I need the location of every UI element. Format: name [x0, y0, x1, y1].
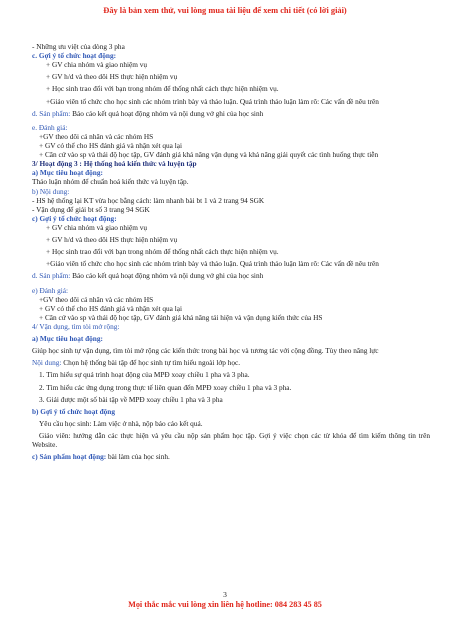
text-paragraph: + Căn cứ vào sp và thái độ học tập, GV đánh giá khả năng vận dụng và khả năng giải quyết các tình huống thực tiễn — [39, 150, 379, 160]
text-line: + Căn cứ vào sp và thái độ học tập, GV đánh giá khả năng tái hiện và vận dụng kiến thức của HS — [39, 312, 323, 322]
text-line: + GV h/d và theo dõi HS thực hiện nhiệm vụ — [46, 235, 178, 245]
text-line: + GV chia nhóm và giao nhiệm vụ — [46, 222, 148, 232]
section-heading: c) Gợi ý tổ chức hoạt động: — [32, 213, 117, 223]
text-line — [32, 358, 430, 367]
text-line: - Những ưu việt của dòng 3 pha — [32, 42, 125, 51]
label-san-pham: d. Sản phẩm: — [32, 271, 71, 281]
text-line: Thảo luận nhóm để chuẩn hoá kiến thức và luyện tập. — [32, 177, 189, 187]
text-line — [32, 271, 430, 280]
list-item: 3. Giải được một số bài tập về MPĐ xoay chiều 1 pha và 3 pha — [39, 394, 223, 404]
section-heading: c. Gợi ý tổ chức hoạt động: — [32, 51, 117, 61]
section-heading: a) Mục tiêu hoạt động: — [32, 334, 103, 344]
hotline-footer: Mọi thắc mắc vui lòng xin liên hệ hotline: 084 283 45 85 — [128, 600, 322, 609]
preview-banner: Đây là bản xem thử, vui lòng mua tài liệu để xem chi tiết (có lời giải) — [103, 6, 347, 15]
text-span: Báo cáo kết quả hoạt động nhóm và nội dung vở ghi của học sinh — [70, 108, 264, 118]
text-line: +GV theo dõi cá nhân và các nhóm HS — [39, 131, 154, 141]
text-line: Yêu cầu học sinh: Làm việc ở nhà, nộp báo cáo kết quả. — [39, 418, 203, 428]
text-line — [32, 452, 430, 461]
section-heading: 4/ Vận dụng, tìm tòi mở rộng: — [32, 321, 120, 331]
text-line: - Vận dụng để giải bt số 3 trang 94 SGK — [32, 204, 150, 214]
section-heading: e) Đánh giá: — [32, 285, 69, 295]
section-heading: b) Nội dung: — [32, 186, 70, 196]
label-noi-dung: Nội dung: — [32, 358, 62, 368]
text-line: + GV h/d và theo dõi HS thực hiện nhiệm vụ — [46, 72, 178, 82]
text-paragraph: Giáo viên: hướng dẫn các thực hiện và yêu cầu nộp sản phẩm học tập. Gợi ý việc chọn các từ khóa để tìm kiếm thông tin trên Website. — [32, 430, 430, 450]
section-heading: b) Gợi ý tổ chức hoạt động — [32, 406, 116, 416]
text-line: + Học sinh trao đổi với bạn trong nhóm để thống nhất cách thực hiện nhiệm vụ. — [46, 84, 279, 94]
text-paragraph: Giúp học sinh tự vận dụng, tìm tòi mở rộng các kiến thức trong bài học và tương tác với cộng đồng. Tùy theo năng lực — [32, 346, 379, 356]
label-san-pham-hoat-dong: c) Sản phẩm hoạt động: — [32, 452, 107, 462]
list-item: 1. Tìm hiểu sự quá trình hoạt động của MPĐ xoay chiều 1 pha và 3 pha. — [39, 370, 250, 380]
text-paragraph: +Giáo viên tổ chức cho học sinh các nhóm trình bày và thảo luận. Quá trình thảo luận làm rõ: Các vấn đề nêu trên — [46, 96, 379, 106]
text-line: + GV chia nhóm và giao nhiệm vụ — [46, 60, 148, 70]
text-line — [32, 109, 430, 118]
text-line: + GV có thể cho HS đánh giá và nhận xét qua lại — [39, 303, 182, 313]
page-number: 3 — [223, 590, 227, 599]
section-heading: e. Đánh giá: — [32, 122, 68, 132]
text-line: + GV có thể cho HS đánh giá và nhận xét qua lại — [39, 140, 182, 150]
text-span: Báo cáo kết quả hoạt động nhóm và nội dung vở ghi của học sinh — [70, 271, 264, 281]
section-heading: a) Mục tiêu hoạt động: — [32, 168, 103, 178]
text-line: + Học sinh trao đổi với bạn trong nhóm để thống nhất cách thực hiện nhiệm vụ. — [46, 247, 279, 257]
text-paragraph: +Giáo viên tổ chức cho học sinh các nhóm trình bày và thảo luận. Quá trình thảo luận làm rõ: Các vấn đề nêu trên — [46, 259, 379, 269]
label-san-pham: d. Sản phẩm: — [32, 108, 71, 118]
text-line: +GV theo dõi cá nhân và các nhóm HS — [39, 294, 154, 304]
section-heading: 3/ Hoạt động 3 : Hệ thống hoá kiến thức và luyện tập — [32, 159, 197, 169]
text-span: Chọn hệ thống bài tập để học sinh tự tìm hiểu ngoài lớp học. — [61, 358, 241, 368]
document-body — [32, 42, 430, 461]
text-span: bài làm của học sinh. — [106, 452, 170, 462]
text-line: - HS hệ thống lại KT vừa học bằng cách: làm nhanh bài bt 1 và 2 trang 94 SGK — [32, 195, 265, 205]
list-item: 2. Tìm hiểu các ứng dụng trong thực tế liên quan đến MPĐ xoay chiều 1 pha và 3 pha. — [39, 382, 292, 392]
